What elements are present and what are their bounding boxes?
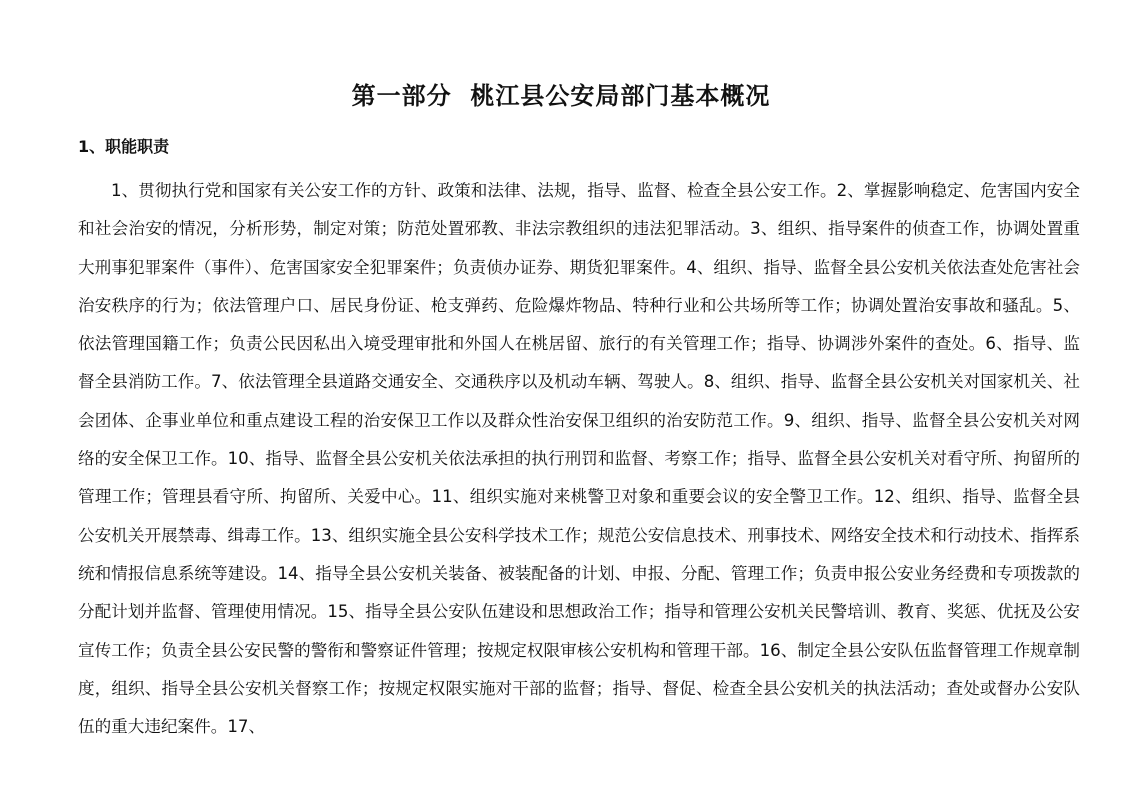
duties-paragraph: 1、贯彻执行党和国家有关公安工作的方针、政策和法律、法规，指导、监督、检查全县公安工作。2、掌握影响稳定、危害国内安全和社会治安的情况，分析形势，制定对策；防范处置邪教、非法宗教组织的违法犯罪活动。3、组织、指导案件的侦查工作，协调处置重大刑事犯罪案件（事件）、危害国家安全犯罪案件；负责侦办证券、期货犯罪案件。4、组织、指导、监督全县公安机关依法查处危害社会治安秩序的行为；依法管理户口、居民身份证、枪支弹药、危险爆炸物品、特种行业和公共场所等工作；协调处置治安事故和骚乱。5、依法管理国籍工作；负责公民因私出入境受理审批和外国人在桃居留、旅行的有关管理工作；指导、协调涉外案件的查处。6、指导、监督全县消防工作。7、依法管理全县道路交通安全、交通秩序以及机动车辆、驾驶人。8、组织、指导、监督全县公安机关对国家机关、社会团体、企事业单位和重点建设工程的治安保卫工作以及群众性治安保卫组织的治安防范工作。9、组织、指导、监督全县公安机关对网络的安全保卫工作。10、指导、监督全县公安机关依法承担的执行刑罚和监督、考察工作；指导、监督全县公安机关对看守所、拘留所的管理工作；管理县看守所、拘留所、关爱中心。11、组织实施对来桃警卫对象和重要会议的安全警卫工作。12、组织、指导、监督全县公安机关开展禁毒、缉毒工作。13、组织实施全县公安科学技术工作；规范公安信息技术、刑事技术、网络安全技术和行动技术、指挥系统和情报信息系统等建设。14、指导全县公安机关装备、被装配备的计划、申报、分配、管理工作；负责申报公安业务经费和专项拨款的分配计划并监督、管理使用情况。15、指导全县公安队伍建设和思想政治工作；指导和管理公安机关民警培训、教育、奖惩、优抚及公安宣传工作；负责全县公安民警的警衔和警察证件管理；按规定权限审核公安机构和管理干部。16、制定全县公安队伍监督管理工作规章制度，组织、指导全县公安机关督察工作；按规定权限实施对干部的监督；指导、督促、检查全县公安机关的执法活动；查处或督办公安队伍的重大违纪案件。17、 xyxy=(78,181,1080,737)
section-heading: 1、职能职责 xyxy=(78,137,170,156)
document-title: 第一部分 桃江县公安局部门基本概况 xyxy=(351,82,771,110)
